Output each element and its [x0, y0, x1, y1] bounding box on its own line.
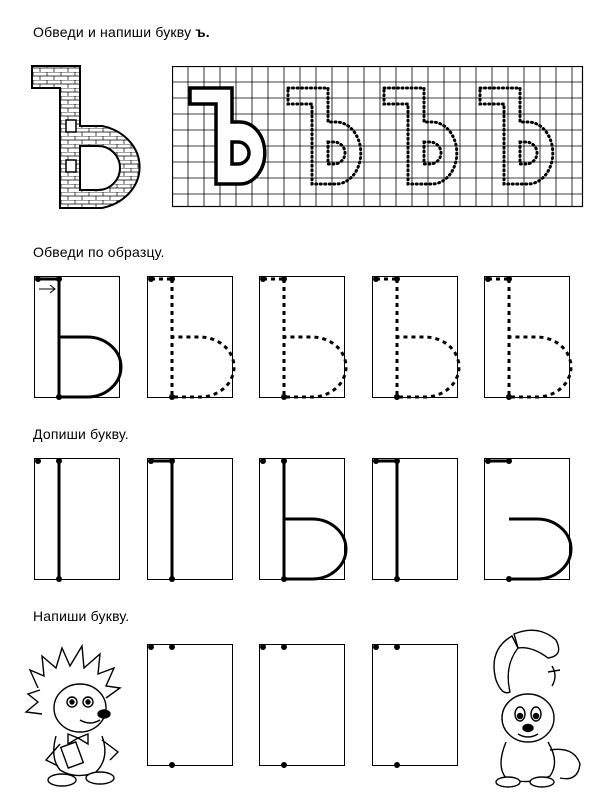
instruction-text: Обведи и напиши букву	[33, 24, 192, 40]
dotted-letter	[384, 88, 457, 184]
writing-box	[484, 458, 570, 580]
writing-box	[34, 458, 120, 580]
dotted-letter	[288, 88, 361, 184]
writing-box	[484, 276, 570, 398]
hedgehog-cartoon-icon	[20, 640, 132, 790]
writing-box	[34, 276, 120, 398]
writing-box	[259, 644, 345, 766]
sample-letter	[190, 88, 265, 184]
instruction-trace-by-sample: Обведи по образцу.	[33, 244, 165, 260]
dotted-letter	[480, 88, 553, 184]
instruction-complete-letter: Допиши букву.	[33, 426, 129, 442]
writing-box	[259, 276, 345, 398]
writing-box	[372, 276, 458, 398]
target-letter: ъ.	[195, 24, 210, 40]
writing-box	[372, 644, 458, 766]
writing-box	[372, 458, 458, 580]
writing-box	[259, 458, 345, 580]
instruction-trace-and-write	[33, 24, 210, 40]
writing-box	[147, 276, 233, 398]
instruction-write-letter: Напиши букву.	[33, 608, 130, 624]
writing-box	[147, 644, 233, 766]
brick-hard-sign-icon	[30, 64, 154, 210]
writing-box	[147, 458, 233, 580]
bunny-cartoon-icon	[478, 626, 598, 790]
letter-grid	[172, 66, 584, 208]
